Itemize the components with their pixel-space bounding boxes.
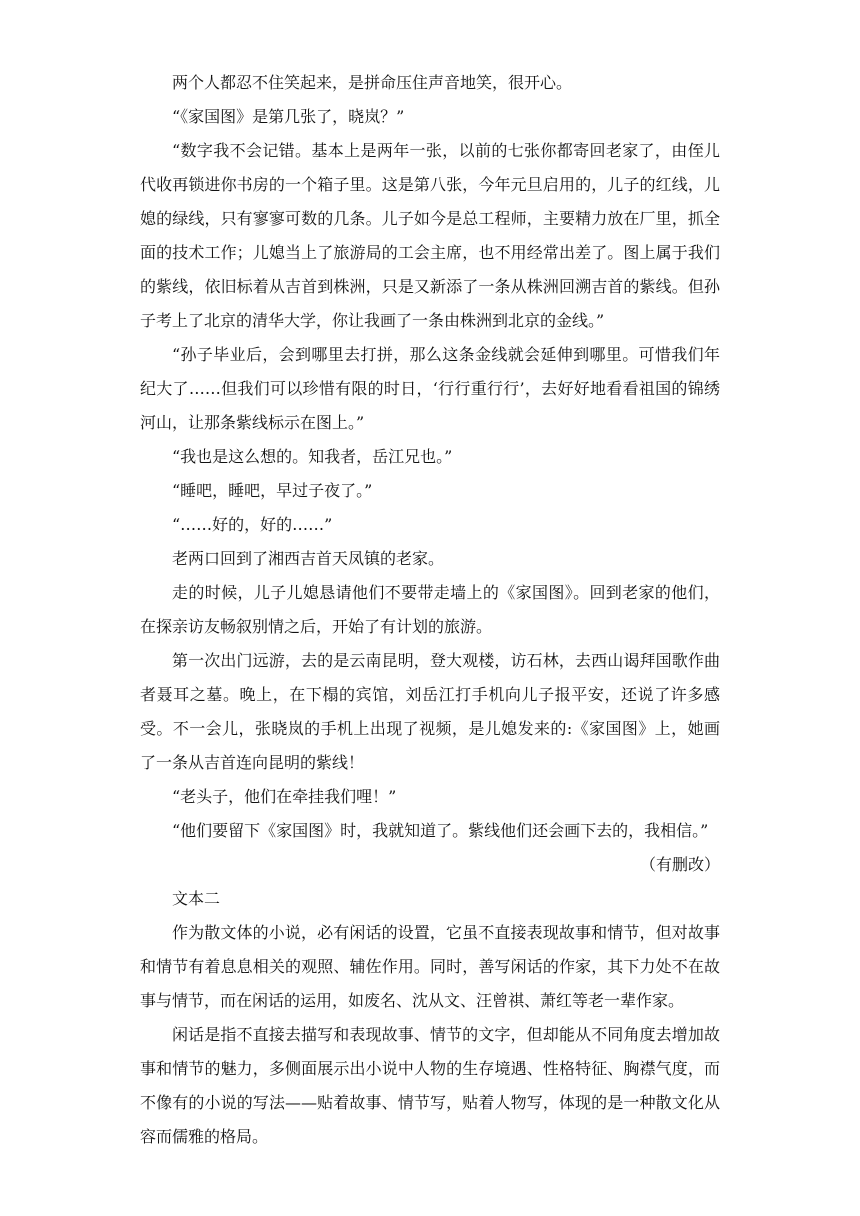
paragraph: 老两口回到了湘西吉首天凤镇的老家。 (172, 549, 445, 568)
paragraph: “《家国图》是第几张了，晓岚？” (172, 107, 405, 126)
paragraph: 走的时候，儿子儿媳恳请他们不要带走墙上的《家国图》。回到老家的他们，在探亲访友畅叙别情之后，开始了有计划的旅游。 (140, 583, 720, 636)
paragraph: “数字我不会记错。基本上是两年一张，以前的七张你都寄回老家了，由侄儿代收再锁进你书房的一个箱子里。这是第八张，今年元旦启用的，儿子的红线，儿媳的绿线，只有寥寥可数的几条。儿子如今是总工程师，主要精力放在厂里，抓全面的技术工作；儿媳当上了旅游局的工会主席，也不用经常出差了。图上属于我们的紫线，依旧标着从吉首到株洲，只是又新添了一条从株洲回溯吉首的紫线。但孙子考上了北京的清华大学，你让我画了一条由株洲到北京的金线。” (140, 141, 720, 330)
paragraph: 闲话是指不直接去描写和表现故事、情节的文字，但却能从不同角度去增加故事和情节的魅力，多侧面展示出小说中人物的生存境遇、性格特征、胸襟气度，而不像有的小说的写法——贴着故事、情节写，贴着人物写，体现的是一种散文化从容而儒雅的格局。 (140, 1025, 720, 1146)
source-note: （有删改） (639, 855, 720, 874)
paragraph: “睡吧，睡吧，早过子夜了。” (172, 481, 373, 500)
section-heading: 文本二 (172, 889, 221, 908)
paragraph: 第一次出门远游，去的是云南昆明，登大观楼，访石林，去西山谒拜国歌作曲者聂耳之墓。晚上，在下榻的宾馆，刘岳江打手机向儿子报平安，还说了许多感受。不一会儿，张晓岚的手机上出现了视频，是儿媳发来的:《家国图》上，她画了一条从吉首连向昆明的紫线！ (140, 651, 720, 772)
paragraph: “孙子毕业后，会到哪里去打拼，那么这条金线就会延伸到哪里。可惜我们年纪大了……但我们可以珍惜有限的时日，‘行行重行行’，去好好地看看祖国的锦绣河山，让那条紫线标示在图上。” (140, 345, 720, 432)
paragraph: “他们要留下《家国图》时，我就知道了。紫线他们还会画下去的，我相信。” (172, 821, 709, 840)
paragraph: “我也是这么想的。知我者，岳江兄也。” (172, 447, 453, 466)
paragraph: “……好的，好的……” (172, 515, 333, 534)
paragraph: “老头子，他们在牵挂我们哩！” (172, 787, 397, 806)
paragraph: 作为散文体的小说，必有闲话的设置，它虽不直接表现故事和情节，但对故事和情节有着息息相关的观照、辅佐作用。同时，善写闲话的作家，其下力处不在故事与情节，而在闲话的运用，如废名、沈从文、汪曾祺、萧红等老一辈作家。 (140, 923, 720, 1010)
paragraph: 两个人都忍不住笑起来，是拼命压住声音地笑，很开心。 (172, 73, 573, 92)
